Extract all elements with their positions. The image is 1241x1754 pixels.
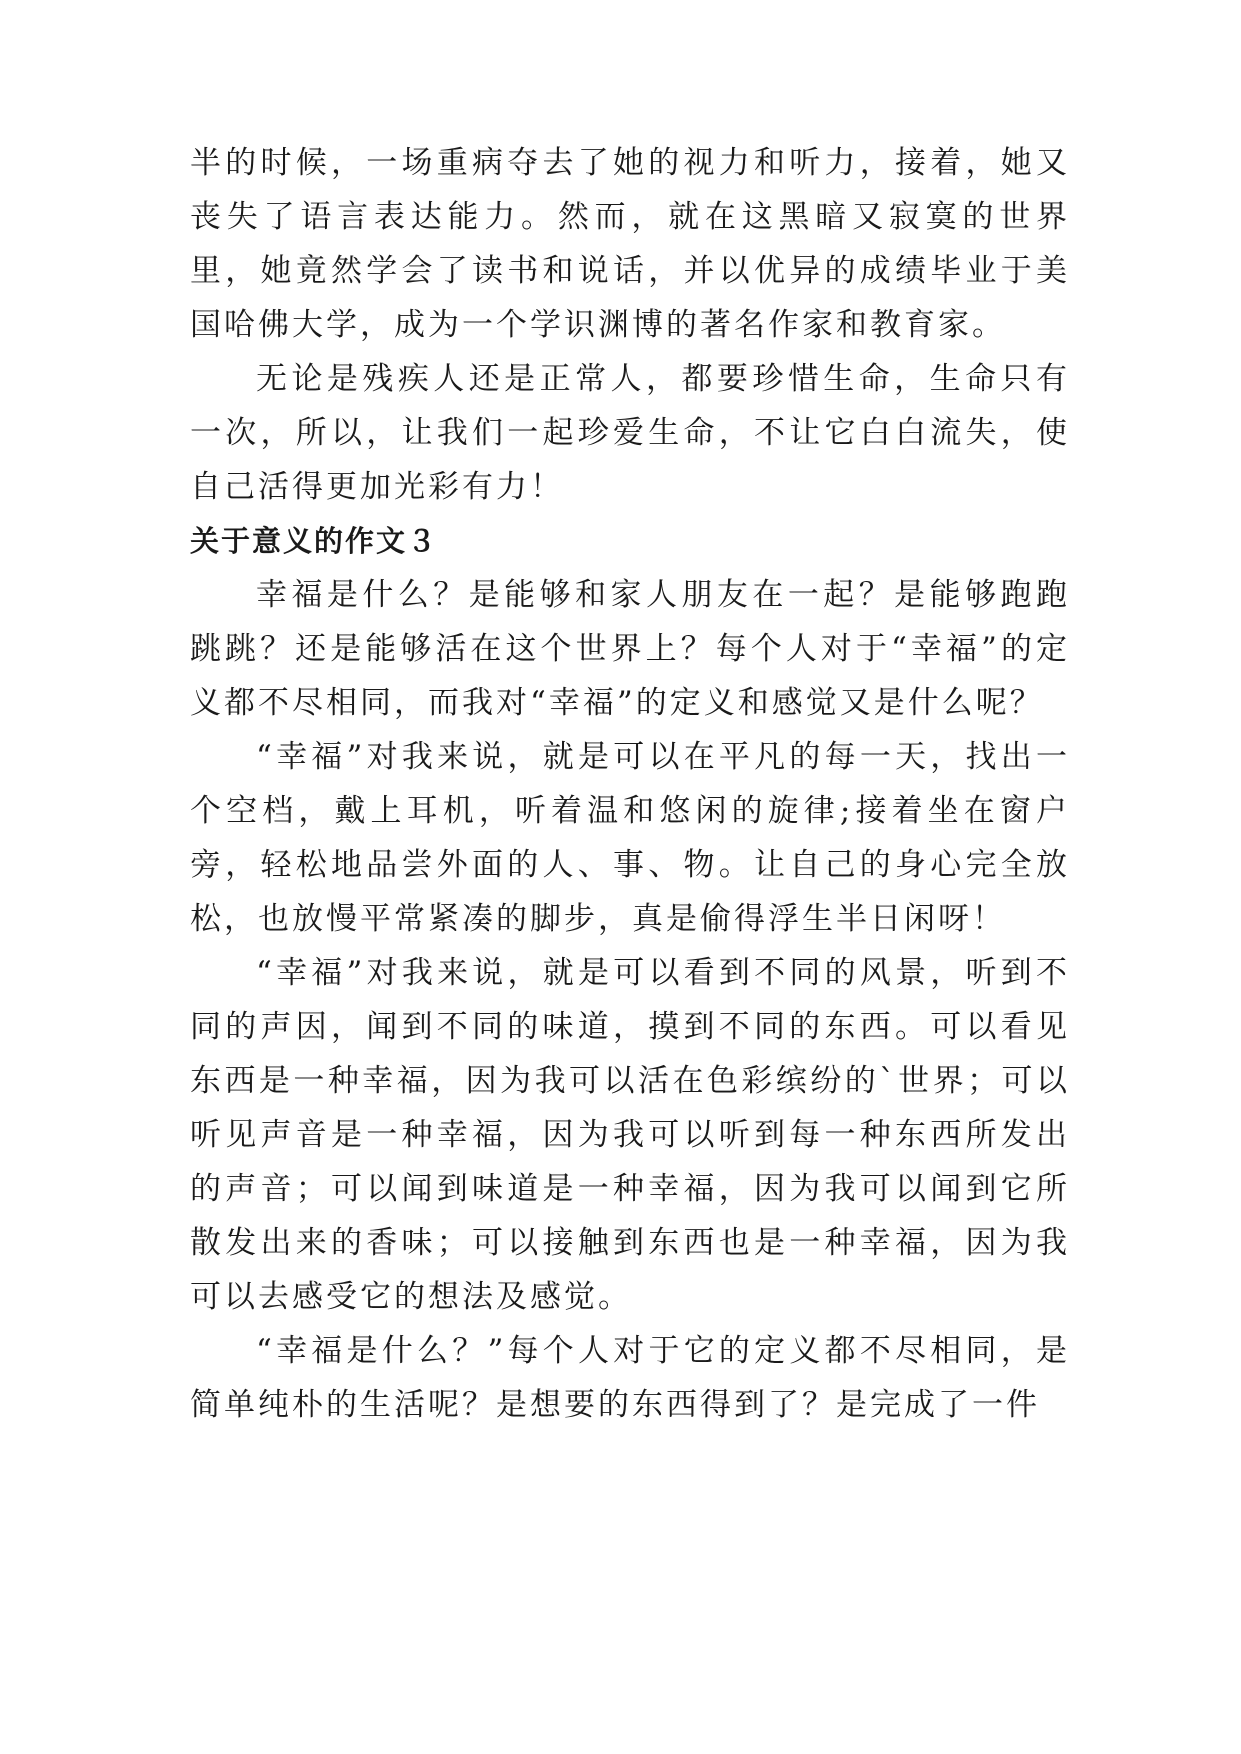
section-title: 关于意义的作文３ xyxy=(190,524,439,558)
document-body xyxy=(190,136,1070,1432)
paragraph: “幸福是什么？”每个人对于它的定义都不尽相同，是简单纯朴的生活呢？是想要的东西得到了？是完成了一件 xyxy=(190,1333,1070,1423)
paragraph: 幸福是什么？是能够和家人朋友在一起？是能够跑跑跳跳？还是能够活在这个世界上？每个人对于“幸福”的定义都不尽相同，而我对“幸福”的定义和感觉又是什么呢？ xyxy=(190,577,1070,721)
paragraph: 半的时候，一场重病夺去了她的视力和听力，接着，她又丧失了语言表达能力。然而，就在这黑暗又寂寞的世界里，她竟然学会了读书和说话，并以优异的成绩毕业于美国哈佛大学，成为一个学识渊博的著名作家和教育家。 xyxy=(190,145,1070,343)
paragraph: “幸福”对我来说，就是可以看到不同的风景，听到不同的声因，闻到不同的味道，摸到不同的东西。可以看见东西是一种幸福，因为我可以活在色彩缤纷的`世界；可以听见声音是一种幸福，因为我可以听到每一种东西所发出的声音；可以闻到味道是一种幸福，因为我可以闻到它所散发出来的香味；可以接触到东西也是一种幸福，因为我可以去感受它的想法及感觉。 xyxy=(190,955,1070,1315)
paragraph: “幸福”对我来说，就是可以在平凡的每一天，找出一个空档，戴上耳机，听着温和悠闲的旋律;接着坐在窗户旁，轻松地品尝外面的人、事、物。让自己的身心完全放松，也放慢平常紧凑的脚步，真是偷得浮生半日闲呀！ xyxy=(190,739,1070,937)
paragraph: 无论是残疾人还是正常人，都要珍惜生命，生命只有一次，所以，让我们一起珍爱生命，不让它白白流失，使自己活得更加光彩有力！ xyxy=(190,361,1070,505)
